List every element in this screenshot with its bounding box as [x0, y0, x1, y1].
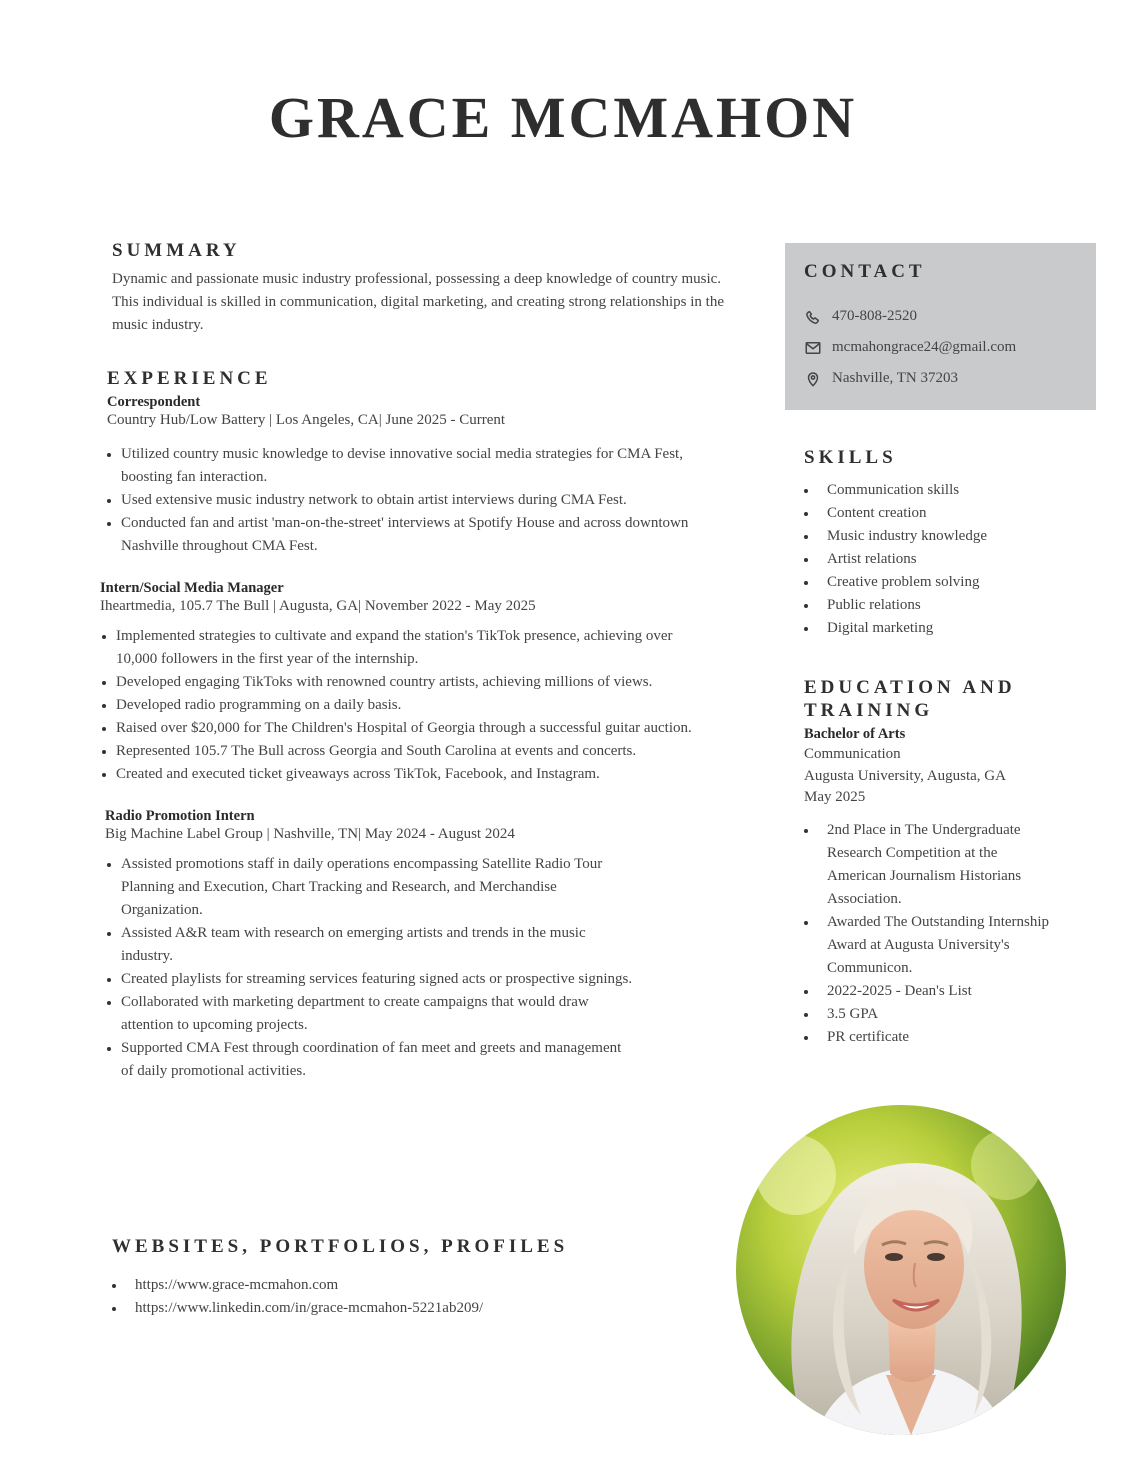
websites-heading: WEBSITES, PORTFOLIOS, PROFILES [112, 1236, 569, 1257]
job-title: Radio Promotion Intern [105, 808, 255, 824]
skill-item: Public relations [804, 594, 1064, 617]
websites-list [112, 1274, 712, 1320]
summary-section [112, 240, 732, 337]
list-item: Awarded The Outstanding Internship Award at Augusta University's Communicon. [804, 911, 1054, 980]
list-item: Developed radio programming on a daily basis. [102, 694, 697, 717]
applicant-name: GRACE MCMAHON [268, 85, 858, 150]
job-bullets [105, 853, 637, 1083]
skill-item: Content creation [804, 502, 1064, 525]
job-bullets [100, 625, 697, 786]
list-item: PR certificate [804, 1026, 1054, 1049]
skills-heading: SKILLS [804, 447, 897, 468]
skill-item: Communication skills [804, 479, 1064, 502]
job-entry [105, 808, 697, 1083]
list-item: 2nd Place in The Undergraduate Research Competition at the American Journalism Historians Association. [804, 819, 1054, 911]
website-link[interactable]: https://www.linkedin.com/in/grace-mcmahon-5221ab209/ [112, 1297, 712, 1320]
job-title: Correspondent [107, 394, 201, 410]
list-item: Implemented strategies to cultivate and expand the station's TikTok presence, achieving over 10,000 followers in the first year of the internship. [102, 625, 697, 671]
education-degree: Bachelor of Arts [804, 726, 906, 742]
education-section [804, 676, 1054, 1049]
contact-email[interactable]: mcmahongrace24@gmail.com [832, 339, 1017, 355]
contact-location: Nashville, TN 37203 [832, 370, 958, 386]
contact-location-row [804, 363, 1096, 394]
list-item: Assisted A&R team with research on emerging artists and trends in the music industry. [107, 922, 637, 968]
education-field: Communication [804, 746, 901, 762]
skills-list [804, 479, 1064, 640]
job-meta: Big Machine Label Group | Nashville, TN| May 2024 - August 2024 [105, 826, 515, 842]
list-item: Developed engaging TikToks with renowned country artists, achieving millions of views. [102, 671, 697, 694]
job-title: Intern/Social Media Manager [100, 580, 284, 596]
phone-icon [804, 308, 822, 326]
list-item: Used extensive music industry network to obtain artist interviews during CMA Fest. [107, 489, 697, 512]
contact-box [785, 243, 1096, 410]
job-entry [107, 394, 697, 558]
list-item: Created and executed ticket giveaways across TikTok, Facebook, and Instagram. [102, 763, 697, 786]
education-date: May 2025 [804, 789, 866, 805]
job-bullets [107, 443, 697, 558]
job-entry [100, 580, 697, 786]
skill-item: Digital marketing [804, 617, 1064, 640]
profile-photo-illustration [736, 1105, 1066, 1435]
contact-email-row [804, 332, 1096, 363]
website-link[interactable]: https://www.grace-mcmahon.com [112, 1274, 712, 1297]
location-pin-icon [804, 370, 822, 388]
list-item: Conducted fan and artist 'man-on-the-street' interviews at Spotify House and across downtown Nashville throughout CMA Fest. [107, 512, 697, 558]
education-heading: EDUCATION AND TRAINING [804, 677, 1016, 721]
job-meta: Iheartmedia, 105.7 The Bull | Augusta, GA| November 2022 - May 2025 [100, 598, 536, 614]
list-item: Collaborated with marketing department to create campaigns that would draw attention to upcoming projects. [107, 991, 637, 1037]
contact-heading: CONTACT [804, 261, 926, 282]
list-item: Represented 105.7 The Bull across Georgia and South Carolina at events and concerts. [102, 740, 697, 763]
list-item: Created playlists for streaming services featuring signed acts or prospective signings. [107, 968, 637, 991]
list-item: Raised over $20,000 for The Children's Hospital of Georgia through a successful guitar auction. [102, 717, 697, 740]
list-item: Assisted promotions staff in daily operations encompassing Satellite Radio Tour Planning and Execution, Chart Tracking and Research, and Merchandise Organization. [107, 853, 637, 922]
skill-item: Music industry knowledge [804, 525, 1064, 548]
summary-text: Dynamic and passionate music industry professional, possessing a deep knowledge of country music. This individual is skilled in communication, digital marketing, and creating strong relationships in the music industry. [112, 271, 724, 333]
websites-section [112, 1236, 712, 1320]
education-school: Augusta University, Augusta, GA [804, 767, 1006, 784]
experience-heading: EXPERIENCE [107, 368, 272, 389]
profile-photo [736, 1105, 1066, 1435]
list-item: 2022-2025 - Dean's List [804, 980, 1054, 1003]
list-item: Utilized country music knowledge to devise innovative social media strategies for CMA Fest, boosting fan interaction. [107, 443, 697, 489]
skill-item: Artist relations [804, 548, 1064, 571]
list-item: Supported CMA Fest through coordination of fan meet and greets and management of daily promotional activities. [107, 1037, 637, 1083]
contact-phone[interactable]: 470-808-2520 [832, 308, 917, 324]
email-icon [804, 339, 822, 357]
education-bullets [804, 819, 1054, 1049]
list-item: 3.5 GPA [804, 1003, 1054, 1026]
experience-section [100, 368, 697, 1105]
contact-phone-row [804, 301, 1096, 332]
summary-heading: SUMMARY [112, 240, 241, 261]
skills-section [804, 447, 1064, 640]
skill-item: Creative problem solving [804, 571, 1064, 594]
job-meta: Country Hub/Low Battery | Los Angeles, CA| June 2025 - Current [107, 412, 506, 428]
